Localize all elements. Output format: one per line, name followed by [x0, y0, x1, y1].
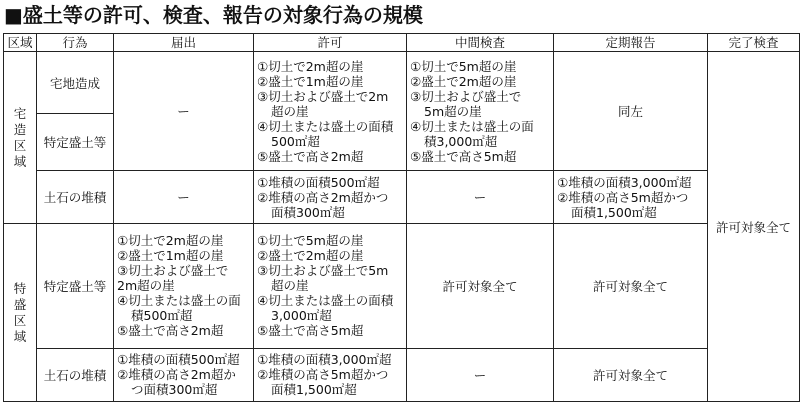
takuchi-teiki: 同左 [554, 52, 708, 171]
act-takuchi-doseki: 土石の堆積 [37, 170, 114, 223]
act-takuchi-tokutei: 特定盛土等 [37, 113, 114, 170]
takuchi-chukan: ①切土で5m超の崖 ②盛土で2m超の崖 ③切土および盛土で 5m超の崖 ④切土または盛土の面 積3,000㎡超 ⑤盛土で高さ5m超 [407, 52, 554, 171]
regulation-table [3, 33, 800, 402]
header-kanryo: 完了検査 [708, 34, 800, 52]
takuchi-doseki-todokede: ー [114, 170, 254, 223]
takuchi-todokede: ー [114, 52, 254, 171]
act-takuchi-zosei: 宅地造成 [37, 52, 114, 113]
act-tokutei-morido: 特定盛土等 [37, 224, 114, 349]
tokutei-kyoka: ①切土で5m超の崖 ②盛土で2m超の崖 ③切土および盛土で5m 超の崖 ④切土または盛土の面積 3,000㎡超 ⑤盛土で高さ5m超 [254, 224, 407, 349]
header-chukan: 中間検査 [407, 34, 554, 52]
tokutei-doseki-teiki: 許可対象全て [554, 348, 708, 401]
tokutei-doseki-kyoka: ①堆積の面積3,000㎡超 ②堆積の高さ5m超かつ 面積1,500㎡超 [254, 348, 407, 401]
table-row [4, 348, 800, 401]
takuchi-doseki-teiki: ①堆積の面積3,000㎡超 ②堆積の高さ5m超かつ 面積1,500㎡超 [554, 170, 708, 223]
takuchi-doseki-chukan: ー [407, 170, 554, 223]
table-row [4, 52, 800, 113]
kanryo-all: 許可対象全て [708, 52, 800, 402]
header-kyoka: 許可 [254, 34, 407, 52]
region-takuchi: 宅 造 区 域 [4, 52, 37, 224]
tokutei-chukan: 許可対象全て [407, 224, 554, 349]
tokutei-teiki: 許可対象全て [554, 224, 708, 349]
tokutei-doseki-todokede: ①堆積の面積500㎡超 ②堆積の高さ2m超か つ面積300㎡超 [114, 348, 254, 401]
header-region: 区域 [4, 34, 37, 52]
act-tokutei-doseki: 土石の堆積 [37, 348, 114, 401]
header-todokede: 届出 [114, 34, 254, 52]
page-title: ■盛土等の許可、検査、報告の対象行為の規模 [4, 3, 423, 27]
table-row [4, 224, 800, 349]
header-row [4, 34, 800, 52]
tokutei-doseki-chukan: ー [407, 348, 554, 401]
tokutei-todokede: ①切土で2m超の崖 ②盛土で1m超の崖 ③切土および盛土で 2m超の崖 ④切土または盛土の面 積500㎡超 ⑤盛土で高さ2m超 [114, 224, 254, 349]
header-act: 行為 [37, 34, 114, 52]
header-teiki: 定期報告 [554, 34, 708, 52]
table-row [4, 170, 800, 223]
region-tokutei: 特 盛 区 域 [4, 224, 37, 402]
takuchi-kyoka: ①切土で2m超の崖 ②盛土で1m超の崖 ③切土および盛土で2m 超の崖 ④切土または盛土の面積 500㎡超 ⑤盛土で高さ2m超 [254, 52, 407, 171]
takuchi-doseki-kyoka: ①堆積の面積500㎡超 ②堆積の高さ2m超かつ 面積300㎡超 [254, 170, 407, 223]
